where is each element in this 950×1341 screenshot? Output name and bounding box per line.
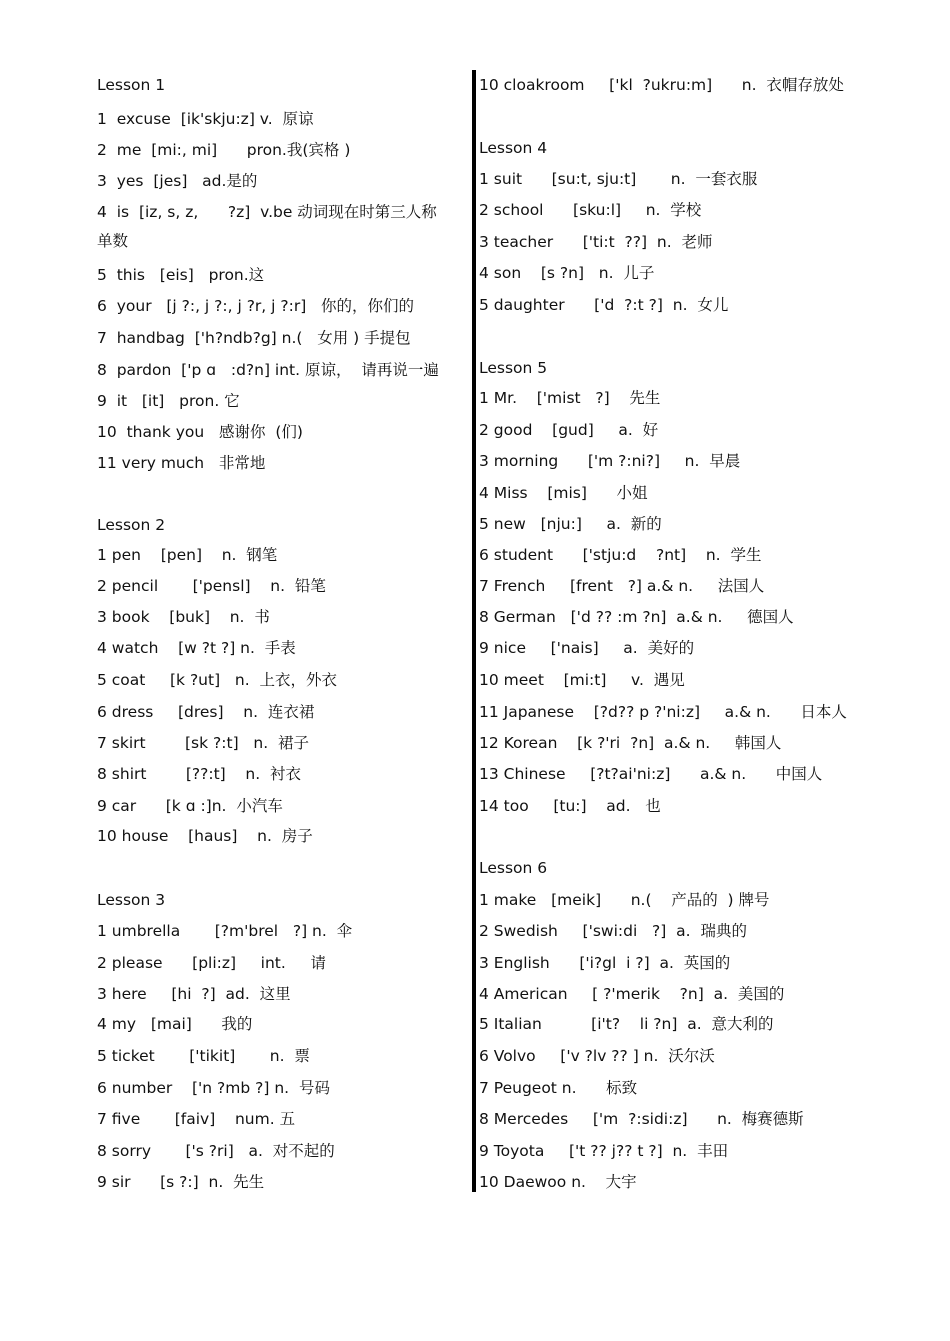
vocab-entry: 6 number ['n ?mb ?] n. 号码 — [97, 1079, 330, 1097]
vocab-entry: 5 daughter ['d ?:t ?] n. 女儿 — [479, 296, 729, 314]
vocab-entry: 7 five [faiv] num. 五 — [97, 1110, 296, 1128]
vocab-entry: 4 Miss [mis] 小姐 — [479, 484, 648, 502]
vocab-entry: 13 Chinese [?t?ai'ni:z] a.& n. 中国人 — [479, 765, 823, 783]
vocab-entry: 6 Volvo ['v ?lv ?? ] n. 沃尔沃 — [479, 1047, 715, 1065]
vocab-entry: 1 umbrella [?m'brel ?] n. 伞 — [97, 922, 353, 940]
column-divider — [472, 70, 476, 1192]
vocab-entry: 8 Mercedes ['m ?:sidi:z] n. 梅赛德斯 — [479, 1110, 804, 1128]
vocab-entry: 11 very much 非常地 — [97, 454, 266, 472]
vocab-entry: 10 meet [mi:t] v. 遇见 — [479, 671, 685, 689]
vocab-entry: 9 it [it] pron. 它 — [97, 392, 240, 410]
vocab-entry: 1 pen [pen] n. 钢笔 — [97, 546, 278, 564]
vocab-entry: 9 Toyota ['t ?? j?? t ?] n. 丰田 — [479, 1142, 729, 1160]
vocab-entry-continued: 单数 — [97, 232, 129, 250]
vocab-entry: 11 Japanese [?d?? p ?'ni:z] a.& n. 日本人 — [479, 703, 847, 721]
vocab-entry: 9 nice ['nais] a. 美好的 — [479, 639, 695, 657]
vocab-entry: 10 thank you 感谢你 (们) — [97, 423, 303, 441]
vocab-entry: 2 me [mi:, mi] pron.我(宾格 ) — [97, 141, 351, 159]
vocab-entry: 6 your [j ?:, j ?:, j ?r, j ?:r] 你的，你们的 — [97, 297, 415, 315]
vocab-entry: 5 coat [k ?ut] n. 上衣，外衣 — [97, 671, 338, 689]
lesson-2-title: Lesson 2 — [97, 516, 166, 534]
vocab-entry: 1 Mr. ['mist ?] 先生 — [479, 389, 661, 407]
vocab-entry: 14 too [tu:] ad. 也 — [479, 797, 661, 815]
vocab-entry: 10 cloakroom ['kl ?ukru:m] n. 衣帽存放处 — [479, 76, 844, 94]
vocab-entry: 3 English ['i?gl i ?] a. 英国的 — [479, 954, 731, 972]
vocab-entry: 10 Daewoo n. 大宇 — [479, 1173, 637, 1191]
vocab-entry: 3 morning ['m ?:ni?] n. 早晨 — [479, 452, 741, 470]
vocab-entry: 4 my [mai] 我的 — [97, 1015, 253, 1033]
vocab-entry: 8 shirt [??:t] n. 衬衣 — [97, 765, 302, 783]
vocab-entry: 9 sir [s ?:] n. 先生 — [97, 1173, 265, 1191]
vocab-entry: 6 student ['stju:d ?nt] n. 学生 — [479, 546, 762, 564]
vocab-entry: 8 sorry ['s ?ri] a. 对不起的 — [97, 1142, 335, 1160]
vocab-entry: 3 yes [jes] ad.是的 — [97, 172, 258, 190]
vocab-entry: 2 please [pli:z] int. 请 — [97, 954, 326, 972]
vocab-entry: 7 French [frent ?] a.& n. 法国人 — [479, 577, 765, 595]
vocab-entry: 7 Peugeot n. 标致 — [479, 1079, 638, 1097]
lesson-6-title: Lesson 6 — [479, 859, 548, 877]
vocab-entry: 2 pencil ['pensl] n. 铅笔 — [97, 577, 326, 595]
vocab-entry: 2 school [sku:l] n. 学校 — [479, 201, 702, 219]
vocab-entry: 1 excuse [ik'skju:z] v. 原谅 — [97, 110, 314, 128]
vocab-entry: 8 pardon ['p ɑ :d?n] int. 原谅， 请再说一遍 — [97, 361, 439, 379]
vocab-entry: 12 Korean [k ?'ri ?n] a.& n. 韩国人 — [479, 734, 782, 752]
lesson-3-title: Lesson 3 — [97, 891, 166, 909]
vocab-entry: 9 car [k ɑ :]n. 小汽车 — [97, 797, 283, 815]
lesson-1-title: Lesson 1 — [97, 76, 166, 94]
vocab-entry: 3 teacher ['ti:t ??] n. 老师 — [479, 233, 713, 251]
vocab-entry: 3 book [buk] n. 书 — [97, 608, 270, 626]
vocab-entry: 1 make [meik] n.( 产品的 ) 牌号 — [479, 891, 770, 909]
vocab-entry: 5 new [nju:] a. 新的 — [479, 515, 662, 533]
vocab-entry: 3 here [hi ?] ad. 这里 — [97, 985, 291, 1003]
vocab-entry: 4 son [s ?n] n. 儿子 — [479, 264, 655, 282]
vocab-entry: 2 Swedish ['swi:di ?] a. 瑞典的 — [479, 922, 747, 940]
vocab-entry: 7 skirt [sk ?:t] n. 裙子 — [97, 734, 309, 752]
vocab-entry: 5 Italian [i't? li ?n] a. 意大利的 — [479, 1015, 774, 1033]
vocab-entry: 4 American [ ?'merik ?n] a. 美国的 — [479, 985, 785, 1003]
vocab-entry: 2 good [gud] a. 好 — [479, 421, 659, 439]
vocab-entry: 5 ticket ['tikit] n. 票 — [97, 1047, 310, 1065]
vocab-entry: 10 house [haus] n. 房子 — [97, 827, 313, 845]
vocab-entry: 6 dress [dres] n. 连衣裙 — [97, 703, 315, 721]
vocab-entry: 1 suit [su:t, sju:t] n. 一套衣服 — [479, 170, 758, 188]
vocab-entry: 4 is [iz, s, z, ?z] v.be 动词现在时第三人称 — [97, 203, 437, 221]
vocab-entry: 8 German ['d ?? :m ?n] a.& n. 德国人 — [479, 608, 794, 626]
lesson-4-title: Lesson 4 — [479, 139, 548, 157]
lesson-5-title: Lesson 5 — [479, 359, 548, 377]
vocab-entry: 7 handbag ['h?ndb?g] n.( 女用 ) 手提包 — [97, 329, 411, 347]
vocab-entry: 4 watch [w ?t ?] n. 手表 — [97, 639, 296, 657]
vocab-entry: 5 this [eis] pron.这 — [97, 266, 265, 284]
